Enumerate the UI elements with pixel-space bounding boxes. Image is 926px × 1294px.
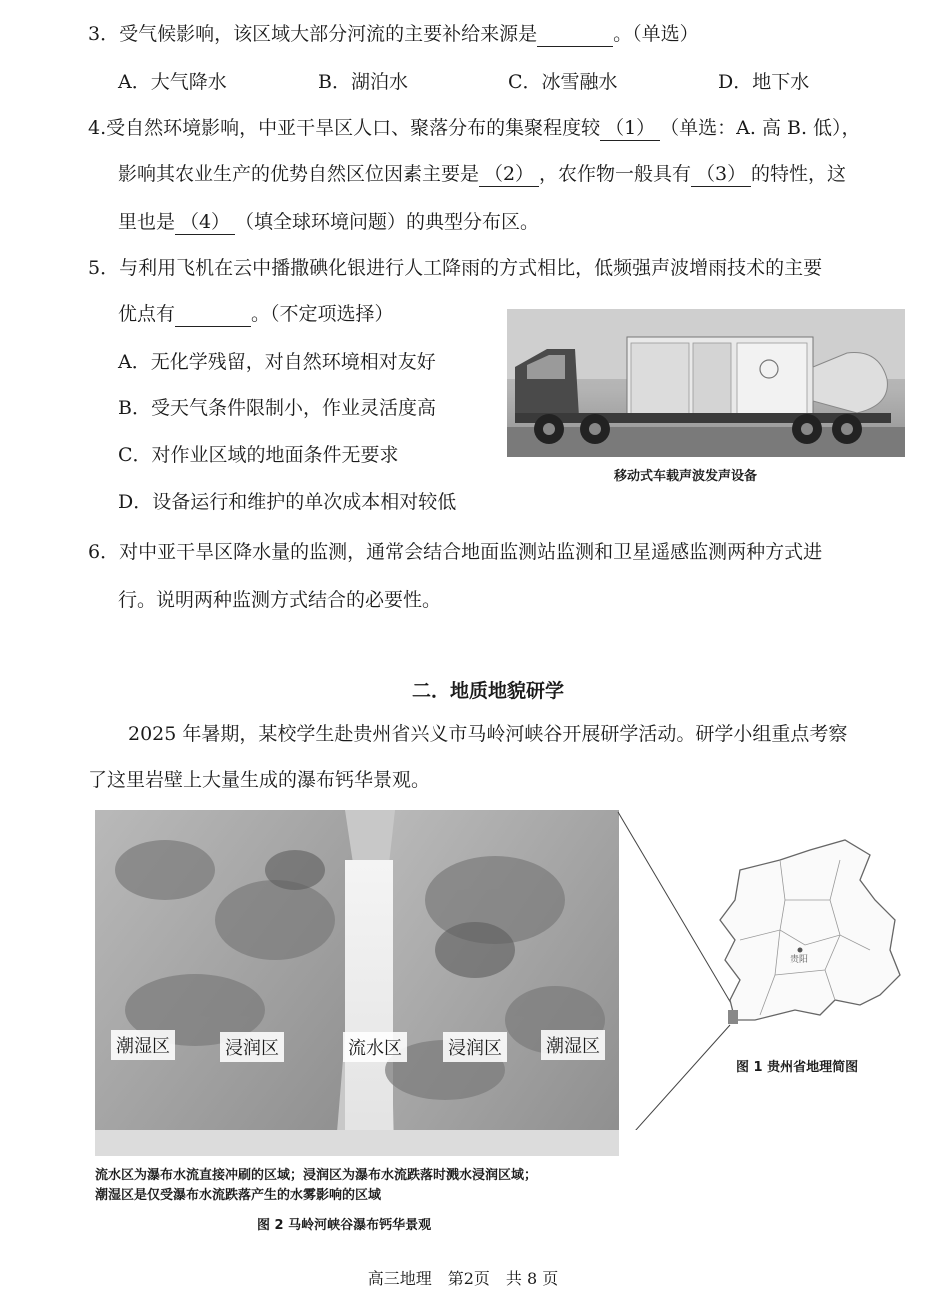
q5-line-1: 5．与利用飞机在云中播撒碘化银进行人工降雨的方式相比，低频强声波增雨技术的主要	[88, 257, 823, 279]
q5-option-c: C．对作业区域的地面条件无要求	[118, 444, 399, 466]
q4-blank-1: （1）	[600, 116, 660, 141]
q4-line1-text: 4.受自然环境影响，中亚干旱区人口、聚落分布的集聚程度较	[88, 117, 601, 139]
truck-illustration	[507, 309, 905, 457]
q5-line2-suffix: 。（不定项选择）	[251, 303, 394, 325]
q3-option-c: C．冰雪融水	[508, 71, 618, 93]
q4-line-3	[118, 210, 539, 235]
zone-label-humid-left: 潮湿区	[111, 1030, 175, 1060]
guizhou-map	[610, 800, 926, 1130]
truck-photo	[507, 309, 905, 457]
q5-blank	[175, 302, 251, 327]
q3-stem	[88, 22, 699, 47]
zone-label-soaked-right: 浸润区	[443, 1032, 507, 1062]
waterfall-photo	[95, 810, 619, 1156]
q3-option-d: D．地下水	[718, 71, 810, 93]
waterfall-illustration	[95, 810, 619, 1156]
section-2-paragraph-line-2: 了这里岩壁上大量生成的瀑布钙华景观。	[88, 769, 431, 791]
q5-line2-text: 优点有	[118, 303, 176, 325]
page-footer: 高三地理 第2页 共 8 页	[367, 1269, 559, 1288]
q6-line-2: 行。说明两种监测方式结合的必要性。	[118, 589, 442, 611]
q4-line2-mid: ，农作物一般具有	[539, 163, 692, 185]
q3-suffix: 。（单选）	[613, 23, 699, 45]
q4-blank-2: （2）	[479, 162, 539, 187]
q4-line3-suffix: （填全球环境问题）的典型分布区。	[235, 211, 540, 233]
connector-line-bottom	[618, 1025, 730, 1130]
q4-blank-4: （4）	[175, 210, 235, 235]
zone-label-soaked-left: 浸润区	[220, 1032, 284, 1062]
section-2-paragraph-line-1: 2025 年暑期，某校学生赴贵州省兴义市马岭河峡谷开展研学活动。研学小组重点考察	[128, 723, 848, 745]
waterfall-note-line-1: 流水区为瀑布水流直接冲刷的区域；浸润区为瀑布水流跌落时溅水浸润区域；	[95, 1168, 538, 1183]
q3-blank	[537, 22, 613, 47]
figure-2-caption: 图 2 马岭河峡谷瀑布钙华景观	[257, 1218, 432, 1233]
q4-line-1	[88, 116, 861, 141]
q3-option-b: B．湖泊水	[318, 71, 408, 93]
q5-option-b: B．受天气条件限制小，作业灵活度高	[118, 397, 436, 419]
q5-line-2	[118, 302, 394, 327]
q6-line-1: 6．对中亚干旱区降水量的监测，通常会结合地面监测站监测和卫星遥感监测两种方式进	[88, 541, 823, 563]
guiyang-label: 贵阳	[790, 955, 809, 965]
q4-blank-3: （3）	[691, 162, 751, 187]
q4-line1-suffix: （单选：A. 高 B. 低），	[660, 117, 861, 139]
q5-option-d: D．设备运行和维护的单次成本相对较低	[118, 491, 457, 513]
q4-line2-suffix: 的特性，这	[751, 163, 847, 185]
figure-1-caption: 图 1 贵州省地理简图	[736, 1060, 859, 1075]
q5-option-a: A．无化学残留，对自然环境相对友好	[118, 351, 436, 373]
zone-label-humid-right: 潮湿区	[541, 1030, 605, 1060]
study-site-marker	[728, 1010, 738, 1024]
province-outline	[720, 840, 900, 1020]
q4-line-2	[118, 162, 846, 187]
q3-option-a: A．大气降水	[118, 71, 227, 93]
truck-photo-caption: 移动式车载声波发声设备	[614, 469, 758, 484]
q4-line2-text: 影响其农业生产的优势自然区位因素主要是	[118, 163, 480, 185]
guiyang-marker	[798, 948, 803, 953]
zone-label-flowing: 流水区	[343, 1032, 407, 1062]
q4-line3-text: 里也是	[118, 211, 176, 233]
connector-line-top	[618, 812, 735, 1010]
section-2-heading: 二．地质地貌研学	[412, 680, 565, 702]
waterfall-note-line-2: 潮湿区是仅受瀑布水流跌落产生的水雾影响的区域	[95, 1188, 382, 1203]
q3-text: 3．受气候影响，该区域大部分河流的主要补给来源是	[88, 23, 538, 45]
